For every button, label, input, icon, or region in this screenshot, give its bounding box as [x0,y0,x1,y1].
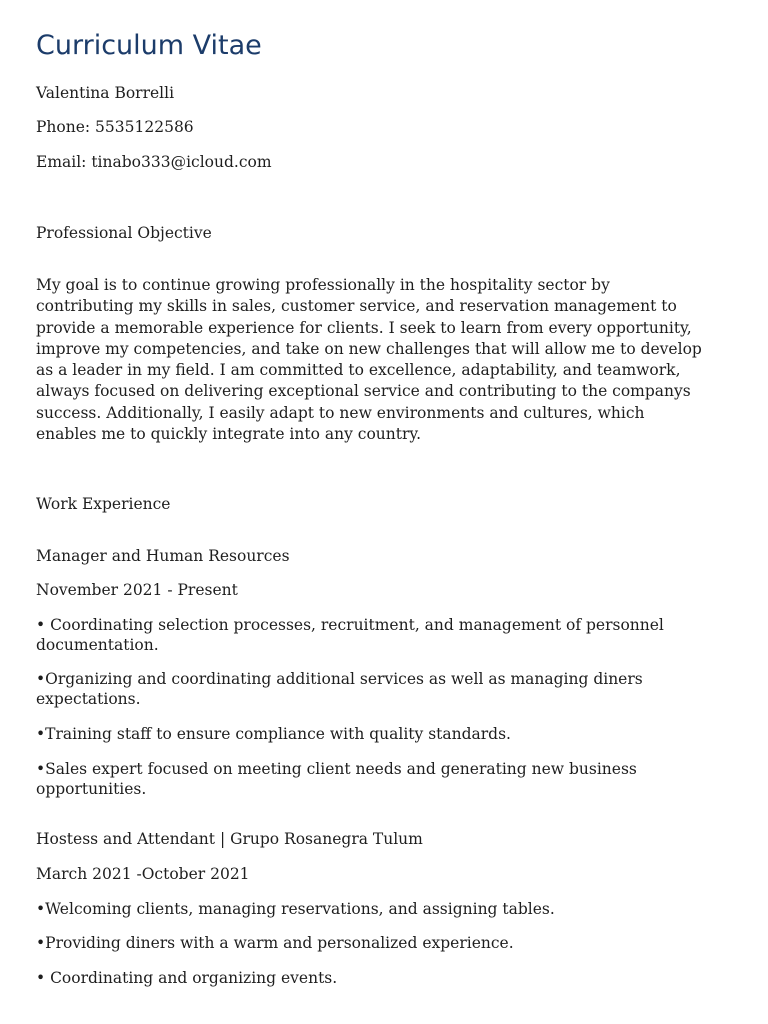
objective-line: always focused on delivering exceptional service and contributing to the companys [36,382,691,401]
job-title: Hostess and Attendant | Grupo Rosanegra Tulum [36,830,423,848]
objective-line: success. Additionally, I easily adapt to new environments and cultures, which [36,403,645,422]
job-bullet [36,759,637,799]
job-bullet [36,899,555,919]
objective-heading: Professional Objective [36,224,212,242]
objective-line: contributing my skills in sales, customer service, and reservation management to [36,297,677,316]
bullet-text: •Welcoming clients, managing reservations, and assigning tables. [36,900,555,918]
bullet-text: documentation. [36,636,159,654]
objective-line: improve my competencies, and take on new challenges that will allow me to develop [36,339,702,358]
job-bullet [36,968,337,988]
job-bullet [36,724,511,744]
objective-line: My goal is to continue growing professionally in the hospitality sector by [36,276,610,294]
candidate-name: Valentina Borrelli [36,84,175,102]
job-dates: November 2021 - Present [36,581,238,599]
bullet-text: •Providing diners with a warm and personalized experience. [36,934,514,952]
job-bullet [36,933,514,953]
bullet-text: expectations. [36,690,141,708]
experience-heading: Work Experience [36,495,171,513]
objective-line: provide a memorable experience for clients. I seek to learn from every opportunity, [36,318,692,337]
job-bullet [36,615,664,655]
page-title: Curriculum Vitae [36,30,262,61]
bullet-text: •Organizing and coordinating additional services as well as managing diners [36,670,643,688]
objective-line: enables me to quickly integrate into any country. [36,425,422,444]
bullet-text: • Coordinating selection processes, recruitment, and management of personnel [36,616,664,634]
bullet-text: •Training staff to ensure compliance with quality standards. [36,725,511,743]
email-line: Email: tinabo333@icloud.com [36,153,272,171]
job-dates: March 2021 -October 2021 [36,865,250,883]
bullet-text: opportunities. [36,780,147,798]
objective-line: as a leader in my field. I am committed to excellence, adaptability, and teamwork, [36,361,681,380]
bullet-text: •Sales expert focused on meeting client needs and generating new business [36,760,637,778]
phone-line: Phone: 5535122586 [36,118,194,136]
job-bullet [36,669,643,709]
job-title: Manager and Human Resources [36,547,290,565]
objective-paragraph [36,275,736,445]
bullet-text: • Coordinating and organizing events. [36,969,338,987]
